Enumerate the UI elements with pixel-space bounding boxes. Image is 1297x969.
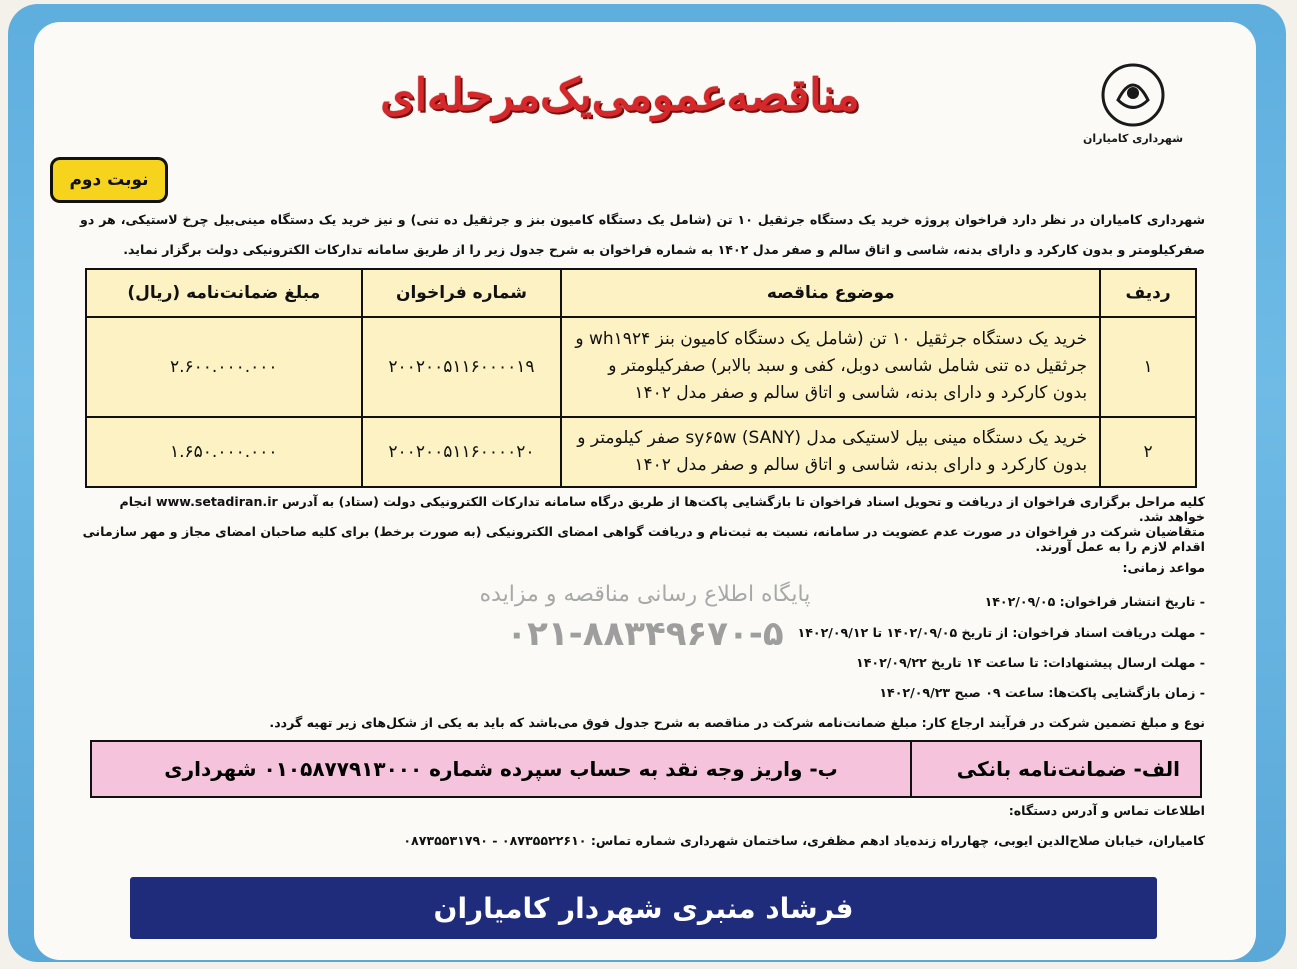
- intro-paragraph: شهرداری کامیاران در نظر دارد فراخوان پروژه خرید یک دستگاه جرثقیل ۱۰ تن (شامل یک دستگاه کامیون بنز و جرثقیل ده تنی) و نیز خرید یک دستگاه مینی‌بیل چرخ لاستیکی، هر دو صفرکیلومتر و بدون کارکرد و دارای بدنه، شاسی و اتاق سالم و صفر مدل ۱۴۰۲ به شماره فراخوان به شرح جدول زیر را از طریق سامانه تدارکات الکترونیکی دولت برگزار نماید.: [80, 212, 1205, 257]
- header-subject: موضوع مناقصه: [561, 269, 1100, 317]
- row-subject: خرید یک دستگاه جرثقیل ۱۰ تن (شامل یک دستگاه کامیون بنز wh۱۹۲۴ و جرثقیل ده تنی شامل شاسی دوبل، کفی و سبد بالابر) صفرکیلومتر و بدون کارکرد و دارای بدنه، شاسی و اتاق سالم و صفر مدل ۱۴۰۲: [561, 317, 1100, 417]
- page-title: مناقصه‌عمومی‌یک‌مرحله‌ای: [380, 70, 860, 121]
- submit-deadline: - مهلت ارسال پیشنهادات: تا ساعت ۱۴ تاریخ ۱۴۰۲/۰۹/۲۲: [856, 655, 1205, 670]
- row-subject: خرید یک دستگاه مینی بیل لاستیکی مدل sy۶۵w (SANY) صفر کیلومتر و بدون کارکرد و دارای بدنه، شاسی و اتاق سالم و صفر مدل ۱۴۰۲: [561, 417, 1100, 487]
- guarantee-options: [90, 740, 1202, 798]
- footer-signature: فرشاد منبری شهردار کامیاران: [130, 877, 1157, 939]
- header-amount: مبلغ ضمانت‌نامه (ریال): [86, 269, 362, 317]
- opening-time: - زمان بازگشایی پاکت‌ها: ساعت ۰۹ صبح ۱۴۰۲/۰۹/۲۳: [879, 685, 1205, 700]
- watermark-phone: ۰۲۱-۸۸۳۴۹۶۷۰-۵: [506, 614, 784, 654]
- watermark-text: پایگاه اطلاع رسانی مناقصه و مزایده: [479, 582, 811, 607]
- row-number: ۲۰۰۲۰۰۵۱۱۶۰۰۰۰۱۹: [362, 317, 562, 417]
- logo-emblem-icon: [1098, 60, 1168, 130]
- table-header-row: [86, 269, 1196, 317]
- row-amount: ۱.۶۵۰.۰۰۰.۰۰۰: [86, 417, 362, 487]
- contact-title: اطلاعات تماس و آدرس دستگاه:: [1008, 803, 1205, 818]
- publish-date: - تاریخ انتشار فراخوان: ۱۴۰۲/۰۹/۰۵: [984, 594, 1205, 609]
- table-row: [86, 317, 1196, 417]
- row-number: ۲۰۰۲۰۰۵۱۱۶۰۰۰۰۲۰: [362, 417, 562, 487]
- guarantee-option-a: الف- ضمانت‌نامه بانکی: [910, 742, 1200, 796]
- docs-deadline: - مهلت دریافت اسناد فراخوان: از تاریخ ۱۴۰۲/۰۹/۰۵ تا ۱۴۰۲/۰۹/۱۲: [797, 625, 1205, 640]
- table-row: [86, 417, 1196, 487]
- guarantee-intro: نوع و مبلغ تضمین شرکت در فرآیند ارجاع کار: مبلغ ضمانت‌نامه شرکت در مناقصه به شرح جدول فوق می‌باشد که باید به یکی از شکل‌های زیر تهیه گردد.: [269, 715, 1205, 730]
- guarantee-option-b: ب- واریز وجه نقد به حساب سپرده شماره ۰۱۰۵۸۷۷۹۱۳۰۰۰ شهرداری: [164, 757, 838, 781]
- row-no: ۲: [1100, 417, 1196, 487]
- municipality-logo: [1078, 60, 1188, 160]
- notice-paper: [34, 22, 1256, 960]
- row-amount: ۲.۶۰۰.۰۰۰.۰۰۰: [86, 317, 362, 417]
- round-badge: نوبت دوم: [50, 157, 168, 203]
- membership-note: متقاضیان شرکت در فراخوان در صورت عدم عضویت در سامانه، نسبت به ثبت‌نام و دریافت گواهی امضای الکترونیکی (به صورت برخط) برای کلیه صاحبان امضای مجاز و مهر سازمانی اقدام لازم را به عمل آورند.: [82, 524, 1205, 554]
- tender-table: [85, 268, 1197, 488]
- dates-title: مواعد زمانی:: [1122, 560, 1205, 575]
- logo-caption: شهرداری کامیاران: [1082, 132, 1184, 145]
- process-note: کلیه مراحل برگزاری فراخوان از دریافت و تحویل اسناد فراخوان تا بازگشایی پاکت‌ها از طریق درگاه سامانه تدارکات الکترونیکی دولت (ستاد) به آدرس www.setadiran.ir انجام خواهد شد.: [119, 494, 1205, 524]
- header-row-no: ردیف: [1100, 269, 1196, 317]
- header-number: شماره فراخوان: [362, 269, 562, 317]
- row-no: ۱: [1100, 317, 1196, 417]
- contact-address: کامیاران، خیابان صلاح‌الدین ایوبی، چهارراه زنده‌یاد ادهم مظفری، ساختمان شهرداری شماره تماس: ۰۸۷۳۵۵۲۲۶۱۰ - ۰۸۷۳۵۵۳۱۷۹۰: [403, 833, 1205, 848]
